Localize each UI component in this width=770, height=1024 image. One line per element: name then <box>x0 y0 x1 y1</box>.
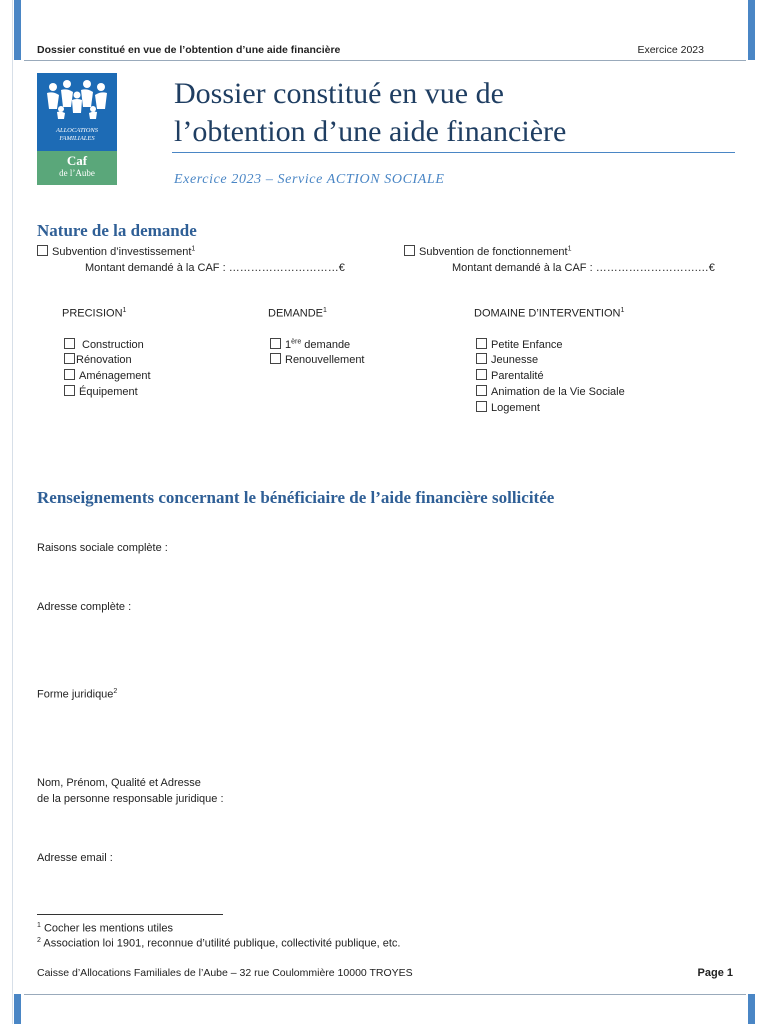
domaine-option[interactable] <box>476 369 544 382</box>
footnote-text: Association loi 1901, reconnue d’utilité publique, collectivité publique, etc. <box>43 937 401 950</box>
corner-bar <box>748 994 755 1024</box>
corner-bar <box>14 0 21 60</box>
domaine-option[interactable] <box>476 353 538 366</box>
responsable-field-label-1: Nom, Prénom, Qualité et Adresse <box>37 777 201 789</box>
demande-option[interactable] <box>270 353 365 366</box>
responsable-field[interactable]: de la personne responsable juridique : <box>37 793 224 805</box>
domaine-option[interactable] <box>476 385 625 398</box>
corner-bar <box>748 0 755 60</box>
domaine-option[interactable] <box>476 338 563 351</box>
domaine-label <box>474 307 624 320</box>
page-number: Page 1 <box>697 967 733 979</box>
footnote-ref: 1 <box>323 307 327 314</box>
page-margin <box>0 0 13 1024</box>
subvention-fonctionnement-option[interactable] <box>404 245 572 258</box>
precision-option[interactable] <box>64 353 132 366</box>
montant-investissement-field[interactable]: Montant demandé à la CAF : …………………………€ <box>85 262 345 274</box>
footer-divider <box>24 994 746 995</box>
checkbox[interactable] <box>64 353 75 364</box>
checkbox[interactable] <box>476 385 487 396</box>
footer-address: Caisse d’Allocations Familiales de l’Aube – 32 rue Coulommière 10000 TROYES <box>37 967 413 979</box>
footnote-text: Cocher les mentions utiles <box>43 922 173 935</box>
corner-bar <box>14 994 21 1024</box>
logo-line: ALLOCATIONS <box>55 127 99 134</box>
header-divider <box>24 60 746 61</box>
footnote-ref: 1 <box>567 245 572 253</box>
checkbox[interactable] <box>64 369 75 380</box>
title-divider <box>172 152 735 153</box>
footnote-divider <box>37 914 223 915</box>
footnote-number: 1 <box>37 922 41 929</box>
logo-aube: de l’Aube <box>59 168 95 178</box>
column-label: DEMANDE <box>268 307 324 320</box>
precision-option[interactable] <box>64 385 138 398</box>
field-label: Forme juridique <box>37 688 114 701</box>
running-header-title: Dossier constitué en vue de l’obtention d’une aide financière <box>37 44 341 56</box>
checkbox[interactable] <box>476 401 487 412</box>
running-header-year: Exercice 2023 <box>637 44 704 56</box>
adresse-field[interactable]: Adresse complète : <box>37 601 132 613</box>
title-line: l’obtention d’une aide financière <box>174 115 567 148</box>
option-label: Subvention de fonctionnement <box>419 246 568 258</box>
logo-caf: Caf <box>66 153 88 168</box>
footnote-ref: 1 <box>191 245 196 253</box>
checkbox[interactable] <box>270 338 281 349</box>
checkbox[interactable] <box>64 338 75 349</box>
option-label: Parentalité <box>491 370 544 382</box>
caf-logo <box>37 73 117 185</box>
option-label: Logement <box>491 402 540 414</box>
checkbox[interactable] <box>404 245 415 256</box>
option-label: Petite Enfance <box>491 339 563 351</box>
demande-label <box>268 307 327 320</box>
option-label: Subvention d’investissement <box>52 246 192 258</box>
option-label: Animation de la Vie Sociale <box>491 386 625 398</box>
raison-sociale-field[interactable]: Raisons sociale complète : <box>37 542 168 554</box>
column-label: DOMAINE D’INTERVENTION <box>474 307 621 320</box>
montant-fonctionnement-field[interactable]: Montant demandé à la CAF : ……………………….…€ <box>452 262 715 274</box>
family-figures-icon <box>43 79 111 119</box>
option-label-rest: demande <box>301 339 351 351</box>
footnote-number: 2 <box>37 937 41 944</box>
demande-option[interactable] <box>270 338 350 351</box>
option-label: Jeunesse <box>491 354 539 366</box>
footnote-ref: 1 <box>122 307 127 314</box>
page-title <box>174 75 734 151</box>
checkbox[interactable] <box>270 353 281 364</box>
option-label: Aménagement <box>79 370 151 382</box>
option-label: Construction <box>82 339 144 351</box>
forme-juridique-field[interactable] <box>37 688 117 701</box>
column-label: PRECISION <box>62 307 123 320</box>
checkbox[interactable] <box>476 353 487 364</box>
precision-label <box>62 307 126 320</box>
checkbox[interactable] <box>476 338 487 349</box>
footnote-ref: 2 <box>113 688 118 695</box>
checkbox[interactable] <box>476 369 487 380</box>
checkbox[interactable] <box>64 385 75 396</box>
email-field[interactable]: Adresse email : <box>37 852 113 864</box>
logo-line: FAMILIALES <box>59 135 95 142</box>
domaine-option[interactable] <box>476 401 540 414</box>
precision-option[interactable] <box>64 369 151 382</box>
section-heading-beneficiaire: Renseignements concernant le bénéficiaire de l’aide financière sollicitée <box>37 488 555 507</box>
option-label: Équipement <box>79 386 138 398</box>
checkbox[interactable] <box>37 245 48 256</box>
page-subtitle: Exercice 2023 – Service ACTION SOCIALE <box>174 172 445 187</box>
precision-option[interactable] <box>64 338 144 351</box>
option-label: Renouvellement <box>285 354 365 366</box>
subvention-investissement-option[interactable] <box>37 245 195 258</box>
title-line: Dossier constitué en vue de <box>174 77 504 110</box>
section-heading-nature: Nature de la demande <box>37 221 197 240</box>
footnote-1 <box>37 922 173 935</box>
option-label-num: 1 <box>285 339 292 351</box>
footnote-2 <box>37 937 400 950</box>
option-label: Rénovation <box>76 354 132 366</box>
option-label-sup: ère <box>291 338 302 346</box>
footnote-ref: 1 <box>620 307 625 314</box>
